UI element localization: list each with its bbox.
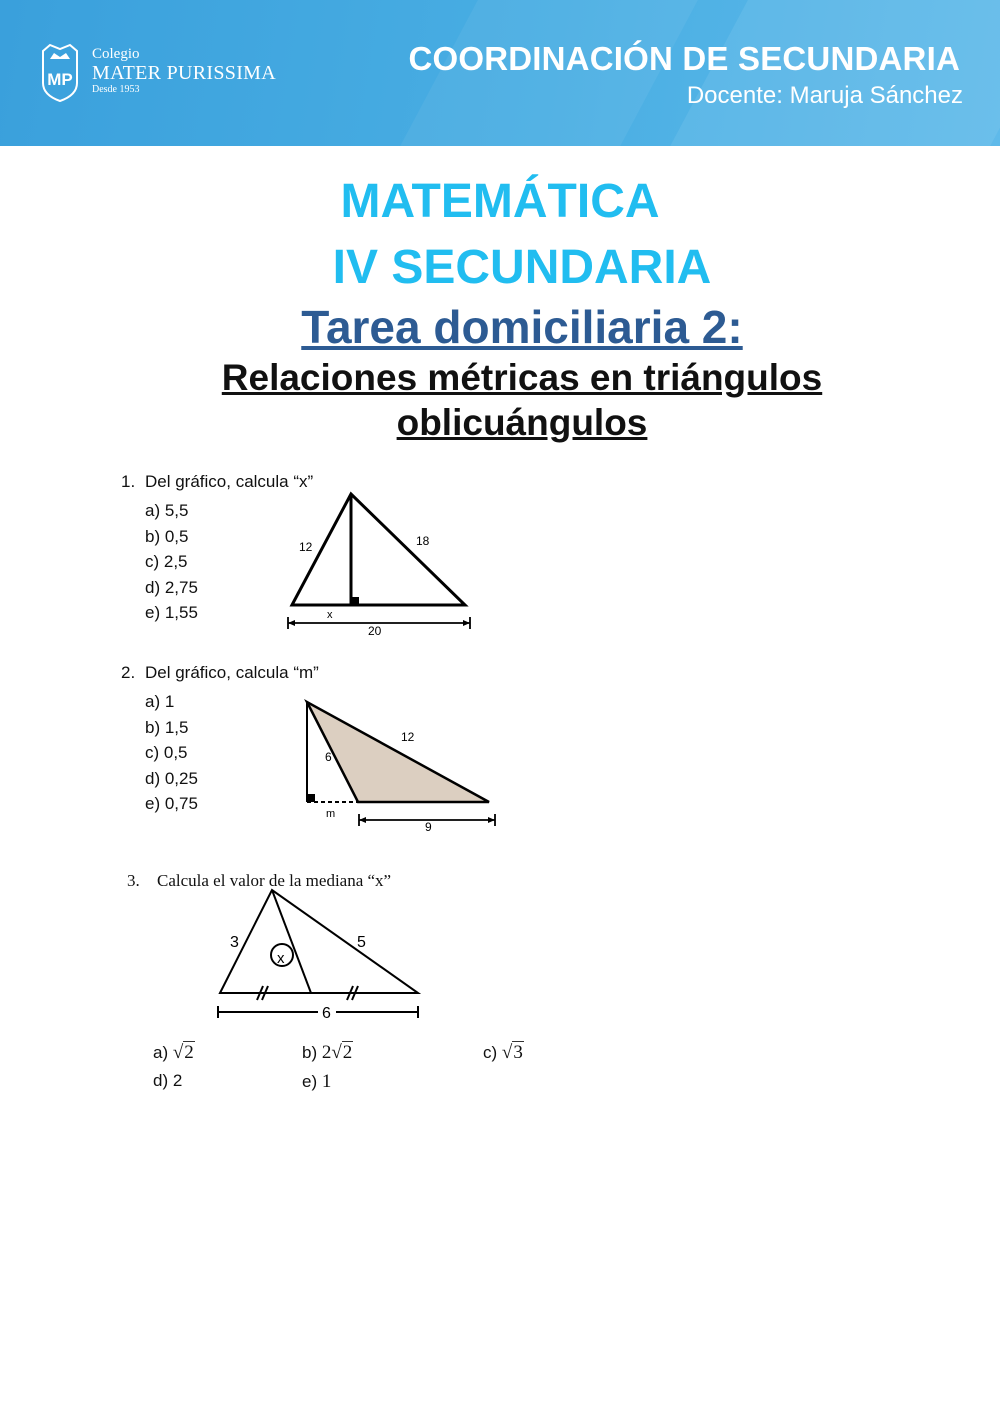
option-e[interactable] [302, 1071, 331, 1093]
option-a[interactable]: a) 1 [145, 692, 175, 711]
option-label: b) [302, 1043, 318, 1062]
school-crest-icon [40, 43, 80, 103]
option-e[interactable]: e) 1,55 [145, 603, 198, 622]
option-a[interactable]: a) √2 [153, 1042, 194, 1063]
option-label: e) [302, 1072, 318, 1091]
option-c[interactable]: c) √3 [483, 1042, 523, 1063]
option-d[interactable] [153, 1071, 182, 1091]
option-b[interactable]: b) 0,5 [145, 526, 189, 546]
teacher-name: Docente: Maruja Sánchez [686, 82, 963, 109]
question-1-options [145, 498, 198, 626]
option-b[interactable]: b) 2√2 [302, 1042, 353, 1063]
option-value: 2 [172, 1071, 183, 1090]
label-base: 9 [425, 820, 432, 834]
label-left-side: 12 [299, 540, 313, 554]
shaded-triangle [307, 702, 489, 802]
question-text: Calcula el valor de la mediana “x” [157, 871, 392, 890]
header-banner [0, 0, 1000, 146]
logo-monogram: MP [47, 70, 73, 89]
label-right-side: 5 [357, 934, 366, 951]
label-right-side: 18 [416, 534, 430, 548]
label-base: 6 [322, 1005, 331, 1022]
topic-title-line2: oblicuángulos [396, 402, 648, 443]
option-label: c) [483, 1043, 498, 1062]
question-number: 2. [121, 663, 136, 682]
school-name [92, 46, 276, 96]
option-label: a) [153, 1043, 169, 1062]
question-number: 1. [121, 472, 136, 491]
question-2-options [145, 689, 198, 817]
triangle-outline [292, 494, 465, 605]
coefficient: 2 [321, 1042, 332, 1063]
radicand: 3 [513, 1042, 523, 1063]
option-d[interactable]: d) 0,25 [145, 768, 198, 788]
label-left-side: 3 [230, 934, 239, 951]
figure-2-triangle [295, 690, 505, 835]
option-d[interactable]: d) 2,75 [145, 577, 198, 597]
question-number: 3. [127, 871, 140, 890]
radicand: 2 [342, 1042, 353, 1063]
figure-3-triangle [210, 885, 430, 1025]
subject-title: MATEMÁTICA [340, 175, 660, 228]
right-angle-mark [307, 794, 315, 802]
radicand: 2 [184, 1042, 194, 1063]
median-line [272, 890, 311, 993]
label-m: m [326, 808, 336, 820]
figure-1-triangle [280, 485, 480, 640]
logo-line2: MATER PURISSIMA [92, 62, 276, 84]
label-base: 20 [368, 624, 382, 638]
right-angle-mark [351, 597, 359, 605]
question-text: Del gráfico, calcula “x” [145, 472, 314, 491]
logo-line3: Desde 1953 [92, 84, 140, 95]
assignment-title: Tarea domiciliaria 2: [301, 301, 743, 353]
question-text: Del gráfico, calcula “m” [145, 663, 319, 682]
coordination-title: COORDINACIÓN DE SECUNDARIA [408, 40, 960, 77]
logo-line1: Colegio [92, 46, 140, 62]
option-label: d) [153, 1071, 169, 1090]
label-x: x [327, 609, 333, 621]
topic-title-line1: Relaciones métricas en triángulos [221, 357, 823, 398]
label-short-side: 6 [325, 750, 332, 764]
label-long-side: 12 [401, 730, 415, 744]
option-a[interactable]: a) 5,5 [145, 501, 189, 520]
label-x: x [277, 950, 285, 967]
grade-title: IV SECUNDARIA [332, 241, 712, 294]
option-c[interactable]: c) 0,5 [145, 743, 188, 762]
option-b[interactable]: b) 1,5 [145, 717, 189, 737]
option-value: 1 [321, 1071, 332, 1092]
option-c[interactable]: c) 2,5 [145, 552, 188, 571]
question-2 [121, 663, 319, 683]
option-e[interactable]: e) 0,75 [145, 794, 198, 813]
triangle-outline [220, 890, 418, 993]
